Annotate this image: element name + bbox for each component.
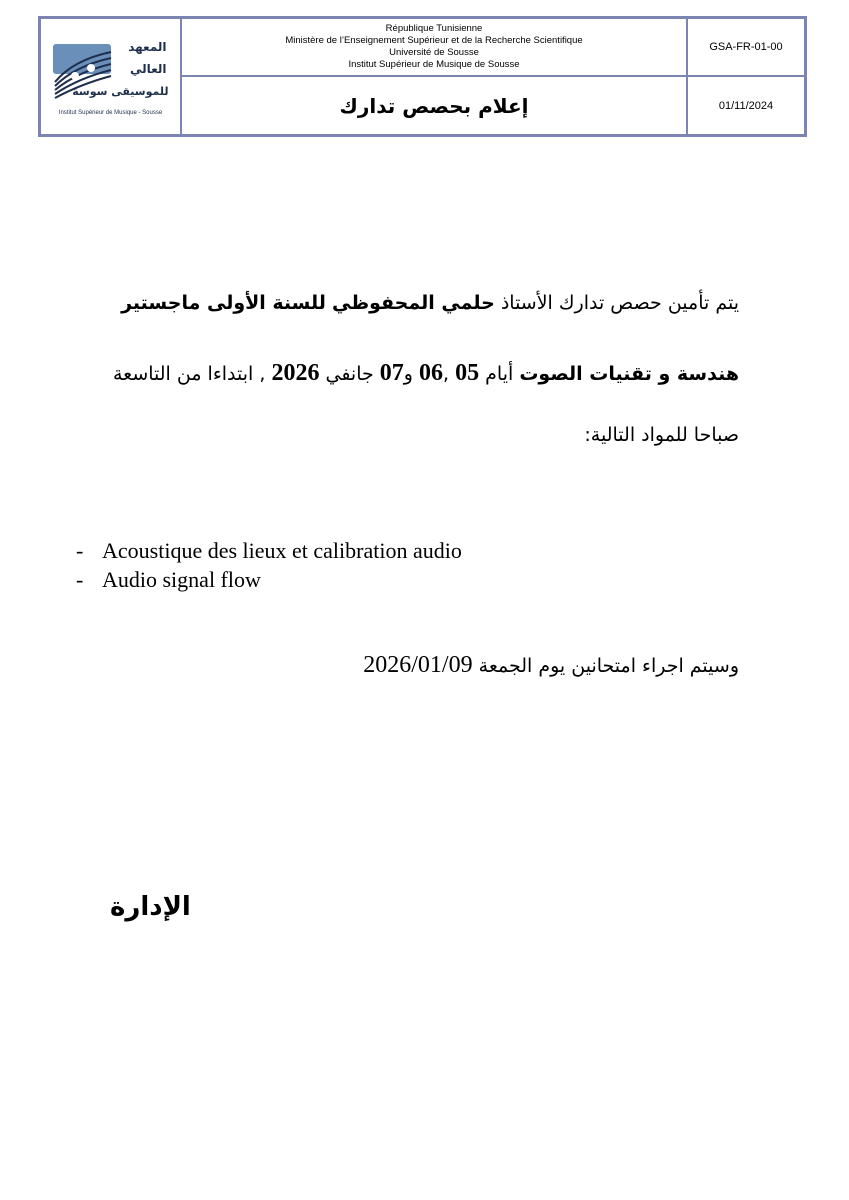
document-date: 01/11/2024 xyxy=(687,76,805,135)
teacher-name: حلمي المحفوظي xyxy=(331,292,495,314)
announcement-line-1 xyxy=(121,292,739,314)
day-2: 06 xyxy=(419,360,444,386)
institute-logo xyxy=(51,38,171,108)
logo-cell xyxy=(40,18,181,135)
separator: , xyxy=(443,363,456,385)
days-label: أيام xyxy=(479,363,520,385)
announcement-text: يتم تأمين حصص تدارك الأستاذ xyxy=(494,292,739,314)
institution-line: République Tunisienne xyxy=(385,23,483,34)
logo-french-caption: Institut Supérieur de Musique - Sousse xyxy=(58,109,163,116)
logo-arabic-line-3: للموسيقى سوسة xyxy=(72,84,169,98)
class-name: للسنة الأولى ماجستير xyxy=(121,292,326,314)
logo-arabic-line-1: المعهد xyxy=(128,39,167,54)
document-title: إعلام بحصص تدارك xyxy=(181,76,687,135)
day-1: 05 xyxy=(455,360,480,386)
list-item: - Audio signal flow xyxy=(76,565,462,594)
list-item: - Acoustique des lieux et calibration audio xyxy=(76,536,462,565)
administration-signature: الإدارة xyxy=(110,892,191,922)
form-code: GSA-FR-01-00 xyxy=(687,18,805,76)
institution-cell xyxy=(181,18,687,76)
exam-date: 2026/01/09 xyxy=(363,652,473,678)
year: 2026 xyxy=(271,360,320,386)
document-header-table xyxy=(38,16,807,137)
month-name: جانفي xyxy=(319,363,380,385)
exam-text: وسيتم اجراء امتحانين يوم الجمعة xyxy=(472,655,739,677)
subject-list xyxy=(76,536,462,594)
announcement-line-2 xyxy=(113,360,739,387)
announcement-line-3: صباحا للمواد التالية: xyxy=(584,424,739,446)
day-3: 07 xyxy=(379,360,404,386)
institution-line: Université de Sousse xyxy=(389,47,479,58)
separator: و xyxy=(403,363,420,385)
specialty-name: هندسة و تقنيات الصوت xyxy=(519,363,739,385)
institution-line: Ministère de l’Enseignement Supérieur et de la Recherche Scientifique xyxy=(285,35,583,46)
start-time-text: , ابتداءا من التاسعة xyxy=(112,363,272,385)
exam-announcement xyxy=(363,652,739,679)
institution-line: Institut Supérieur de Musique de Sousse xyxy=(348,59,520,70)
logo-arabic-line-2: العالي xyxy=(129,61,167,76)
